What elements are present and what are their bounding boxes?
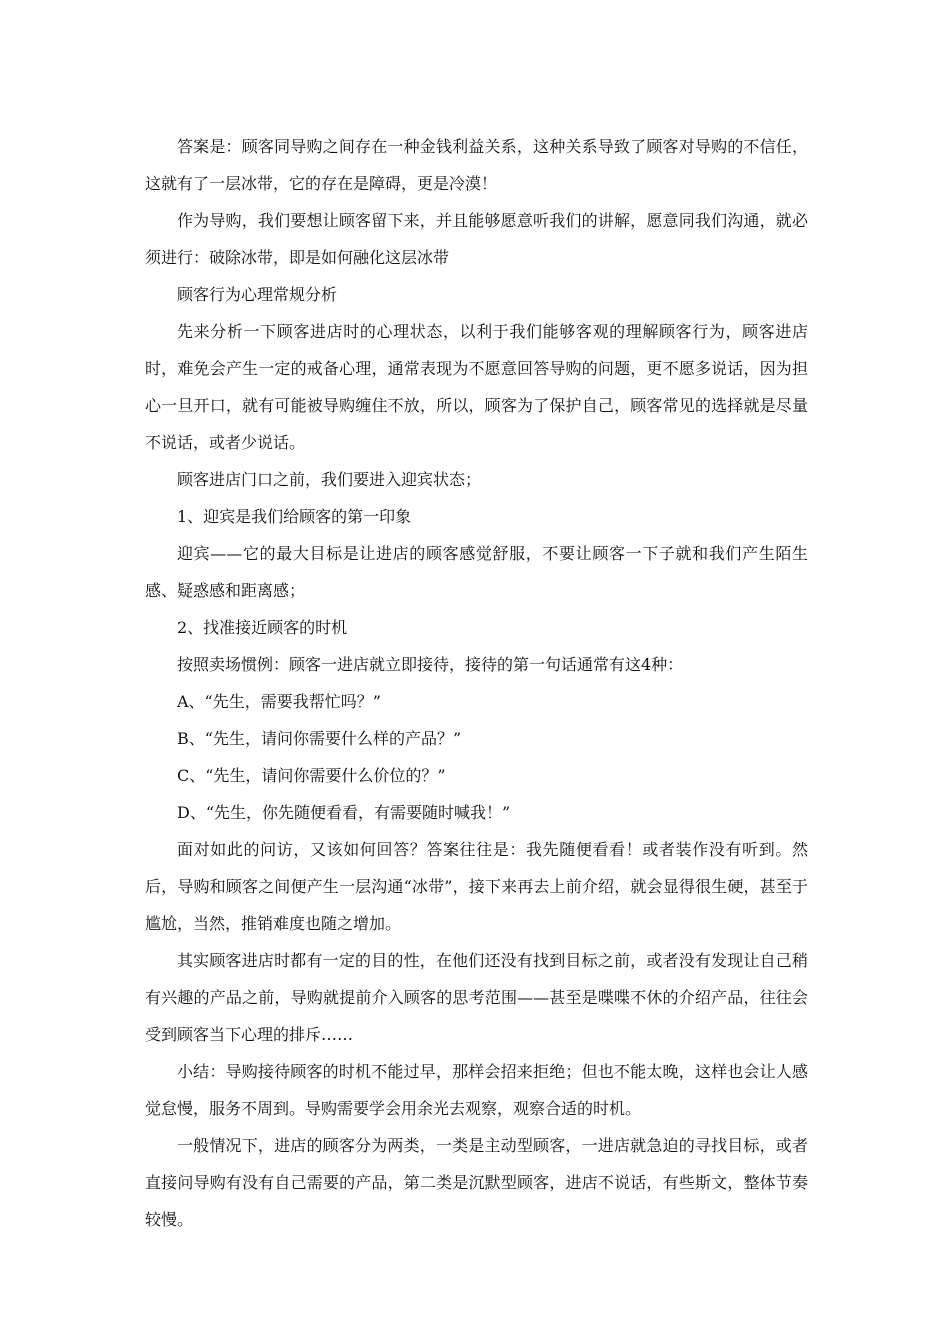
paragraph-psychology: 先来分析一下顾客进店时的心理状态，以利于我们能够客观的理解顾客行为，顾客进店时，难免会产生一定的戒备心理，通常表现为不愿意回答导购的问题，更不愿多说话，因为担心一旦开口，就有可能被导购缠住不放，所以，顾客为了保护自己，顾客常见的选择就是尽量不说话，或者少说话。: [145, 322, 808, 452]
section-heading-analysis: 顾客行为心理常规分析: [177, 285, 338, 304]
greeting-option-c: C、“先生，请问你需要什么价位的？”: [177, 766, 446, 785]
list-heading-1: 1、迎宾是我们给顾客的第一印象: [177, 507, 412, 526]
paragraph-response: 面对如此的问访，又该如何回答？答案往往是：我先随便看看！或者装作没有听到。然后，导购和顾客之间便产生一层沟通“冰带”，接下来再去上前介绍，就会显得很生硬，甚至于尴尬，当然，推销难度也随之增加。: [145, 840, 808, 933]
document-body: [145, 128, 808, 1238]
greeting-option-b: B、“先生，请问你需要什么样的产品？”: [177, 729, 462, 748]
paragraph-welcome-goal: 迎宾——它的最大目标是让进店的顾客感觉舒服，不要让顾客一下子就和我们产生陌生感、疑惑感和距离感；: [145, 544, 808, 600]
paragraph-answer: 答案是：顾客同导购之间存在一种金钱利益关系，这种关系导致了顾客对导购的不信任，这就有了一层冰带，它的存在是障碍，更是冷漠！: [145, 137, 808, 193]
paragraph-summary: 小结：导购接待顾客的时机不能过早，那样会招来拒绝；但也不能太晚，这样也会让人感觉怠慢，服务不周到。导购需要学会用余光去观察，观察合适的时机。: [145, 1062, 808, 1118]
greeting-option-a: A、“先生，需要我帮忙吗？”: [177, 692, 381, 711]
paragraph-break-ice: 作为导购，我们要想让顾客留下来，并且能够愿意听我们的讲解，愿意同我们沟通，就必须进行：破除冰带，即是如何融化这层冰带: [145, 211, 808, 267]
paragraph-convention: 按照卖场惯例：顾客一进店就立即接待，接待的第一句话通常有这4种：: [177, 655, 684, 674]
paragraph-welcome-state: 顾客进店门口之前，我们要进入迎宾状态；: [177, 470, 482, 489]
greeting-option-d: D、“先生，你先随便看看，有需要随时喊我！”: [177, 803, 511, 822]
paragraph-purpose: 其实顾客进店时都有一定的目的性，在他们还没有找到目标之前，或者没有发现让自己稍有兴趣的产品之前，导购就提前介入顾客的思考范围——甚至是喋喋不休的介绍产品，往往会受到顾客当下心理的排斥……: [145, 951, 808, 1044]
list-heading-2: 2、找准接近顾客的时机: [177, 618, 348, 637]
paragraph-customer-types: 一般情况下，进店的顾客分为两类，一类是主动型顾客，一进店就急迫的寻找目标，或者直接问导购有没有自己需要的产品，第二类是沉默型顾客，进店不说话，有些斯文，整体节奏较慢。: [145, 1136, 808, 1229]
